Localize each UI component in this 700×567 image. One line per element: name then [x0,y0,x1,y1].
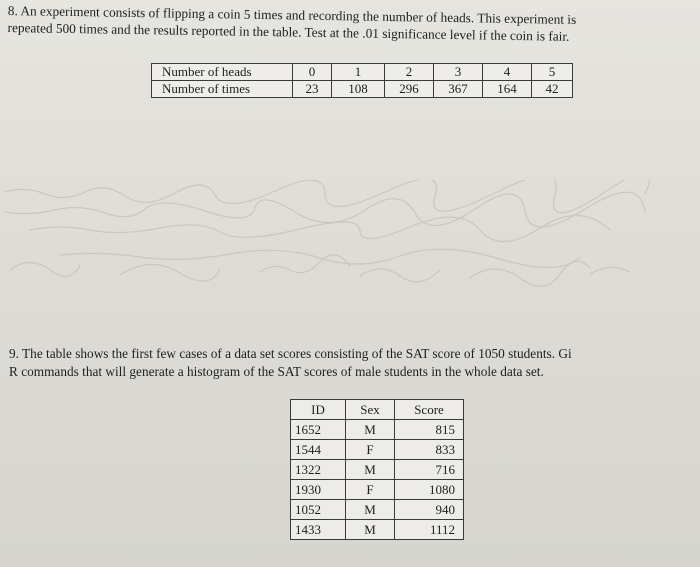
coin-flip-table [151,63,573,98]
times-cell: 296 [385,81,434,98]
table-row [291,480,464,500]
heads-row [152,64,573,81]
question-9-line-1: 9. The table shows the first few cases of a data set scores consisting of the SAT score of 1050 students. Gi [9,346,572,361]
table-row [291,500,464,520]
heads-cell: 3 [434,64,483,81]
question-9 [9,345,700,381]
times-cell: 23 [293,81,332,98]
score-cell: 940 [395,500,464,520]
score-cell: 833 [395,440,464,460]
times-cell: 164 [483,81,532,98]
times-row [152,81,573,98]
heads-cell: 0 [293,64,332,81]
heads-cell: 1 [332,64,385,81]
sex-cell: F [346,440,395,460]
heads-cell: 4 [483,64,532,81]
score-cell: 815 [395,420,464,440]
score-cell: 716 [395,460,464,480]
question-8 [7,2,697,47]
score-cell: 1112 [395,520,464,540]
times-cell: 42 [532,81,573,98]
question-8-line-2: repeated 500 times and the results reported in the table. Test at the .01 significance level if the coin is fair. [7,19,570,44]
score-cell: 1080 [395,480,464,500]
bleed-through-marks [0,180,700,300]
heads-cell: 2 [385,64,434,81]
sat-header-row [291,400,464,420]
table-row [291,520,464,540]
id-cell: 1652 [291,420,346,440]
sex-cell: M [346,420,395,440]
times-row-header: Number of times [152,81,293,98]
sex-cell: F [346,480,395,500]
table-row [291,440,464,460]
sex-cell: M [346,500,395,520]
column-header-score: Score [395,400,464,420]
question-8-line-1: 8. An experiment consists of flipping a coin 5 times and recording the number of heads. This experiment is [7,2,577,27]
table-row [291,420,464,440]
id-cell: 1544 [291,440,346,460]
table-row [291,460,464,480]
id-cell: 1052 [291,500,346,520]
times-cell: 108 [332,81,385,98]
id-cell: 1322 [291,460,346,480]
heads-cell: 5 [532,64,573,81]
sat-scores-table [290,399,464,540]
column-header-sex: Sex [346,400,395,420]
sex-cell: M [346,460,395,480]
column-header-id: ID [291,400,346,420]
sex-cell: M [346,520,395,540]
id-cell: 1433 [291,520,346,540]
id-cell: 1930 [291,480,346,500]
heads-row-header: Number of heads [152,64,293,81]
times-cell: 367 [434,81,483,98]
question-9-line-2: R commands that will generate a histogram of the SAT scores of male students in the whole data set. [9,364,544,379]
